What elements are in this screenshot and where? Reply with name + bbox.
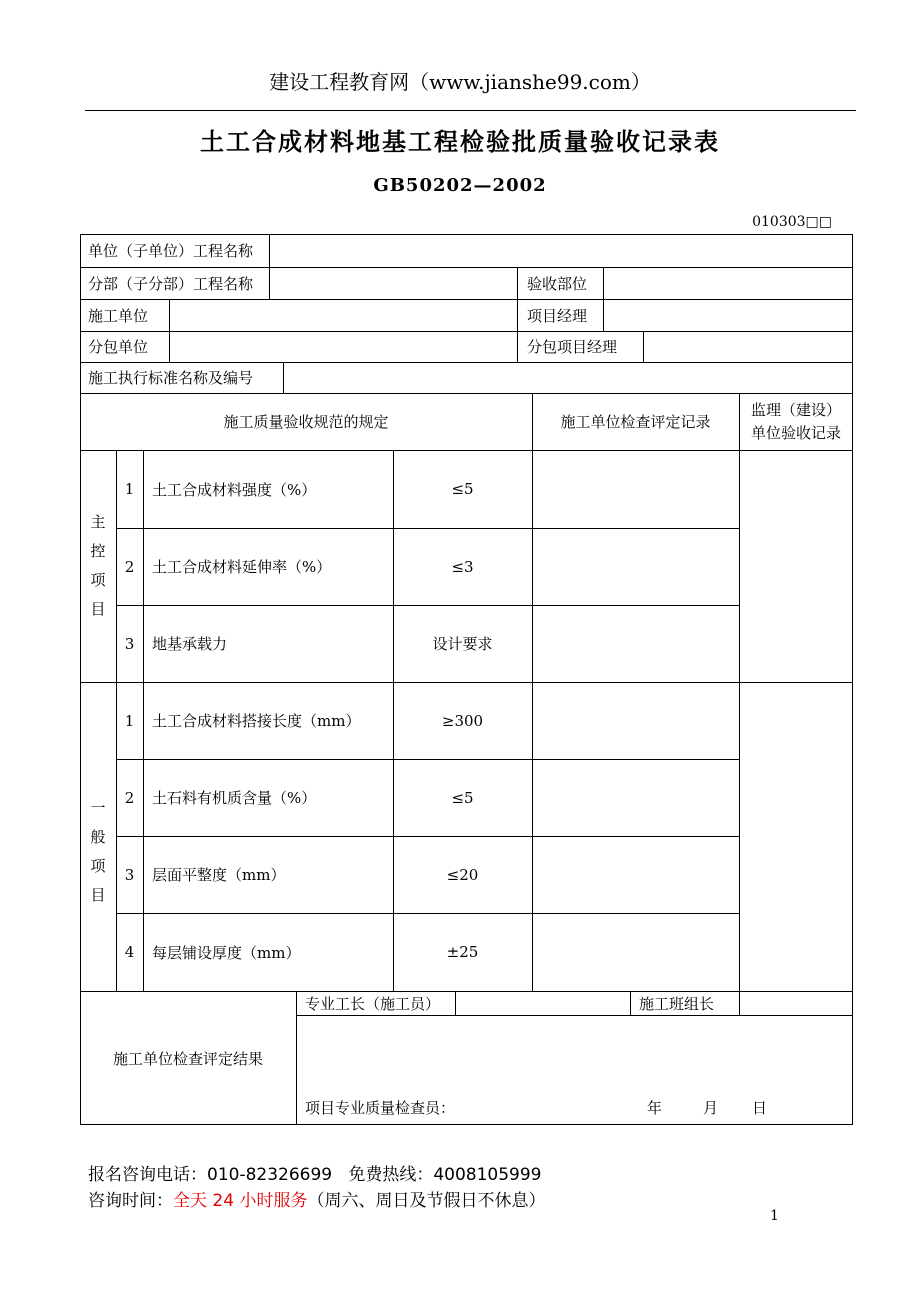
form-code: 010303□□ [752,214,832,230]
subcontract-manager-label: 分包项目经理 [527,338,618,356]
main-item-req: ≤5 [451,480,474,498]
general-item-name: 层面平整度（mm） [152,866,286,884]
main-item-no: 1 [124,480,135,498]
contact-line [88,1160,542,1185]
general-item-no: 1 [124,711,135,730]
main-item-no: 2 [124,557,135,576]
time-highlight: 全天 24 小时服务 [173,1191,308,1211]
main-item-name: 地基承载力 [152,635,228,653]
standard-name-field[interactable] [284,363,852,392]
site-header: 建设工程教育网（www.jianshe99.com） [269,70,651,94]
accept-part-field[interactable] [604,268,852,298]
supervision-header-line1: 监理（建设） [750,400,841,419]
general-item-req: ≤20 [446,865,479,884]
unit-project-label: 单位（子单位）工程名称 [88,242,254,260]
main-item-name: 土工合成材料延伸率（%） [152,558,332,576]
general-char: 目 [90,885,106,904]
subcontract-unit-field[interactable] [170,332,516,361]
general-item-name: 每层铺设厚度（mm） [152,943,301,962]
page-title: 土工合成材料地基工程检验批质量验收记录表 [200,127,720,156]
supervision-header [739,393,853,450]
general-char: 项 [90,856,106,875]
time-note: （周六、周日及节假日不休息） [307,1191,546,1211]
hotline-number[interactable]: 4008105999 [433,1165,542,1185]
general-item-req: ≤5 [451,788,474,807]
service-time-line [88,1186,545,1211]
general-char: 般 [90,827,106,846]
unit-project-field[interactable] [270,235,852,266]
subcontract-unit-label: 分包单位 [88,338,149,356]
sub-project-field[interactable] [270,268,516,298]
sub-project-label: 分部（子分部）工程名称 [88,274,254,293]
general-char: 一 [90,798,106,817]
standard-name-label: 施工执行标准名称及编号 [88,369,254,387]
main-control-char: 主 [90,513,106,531]
construction-unit-label: 施工单位 [88,306,149,325]
subcontract-manager-field[interactable] [644,332,852,361]
general-label [80,682,116,991]
hotline-label: 免费热线： [348,1165,434,1185]
general-item-no: 2 [124,788,135,807]
general-item-name: 土石料有机质含量（%） [152,789,317,807]
foreman-label: 专业工长（施工员） [305,994,441,1013]
result-label: 施工单位检查评定结果 [112,1049,263,1068]
main-control-char: 控 [90,542,106,560]
main-item-req: ≤3 [451,557,474,576]
header-divider [85,110,856,111]
page-number: 1 [770,1208,779,1224]
spec-header: 施工质量验收规范的规定 [223,413,389,431]
main-item-req: 设计要求 [432,635,493,653]
general-item-no: 4 [124,943,135,961]
main-control-label [80,450,116,682]
main-control-char: 目 [90,600,106,618]
inspector-label: 项目专业质量检查员： [305,1098,456,1117]
project-manager-label: 项目经理 [527,306,588,325]
main-item-no: 3 [124,634,135,653]
date-year: 年 [647,1098,663,1117]
general-item-no: 3 [124,865,135,884]
accept-part-label: 验收部位 [527,274,588,293]
main-item-name: 土工合成材料强度（%） [152,480,317,499]
construction-unit-field[interactable] [170,300,516,330]
check-record-header: 施工单位检查评定记录 [560,413,711,431]
general-item-req: ≥300 [441,711,484,730]
date-day: 日 [752,1098,768,1117]
phone-number[interactable]: 010-82326699 [207,1165,333,1185]
general-item-req: ±25 [446,943,479,961]
supervision-header-line2: 单位验收记录 [750,423,841,442]
general-item-name: 土工合成材料搭接长度（mm） [152,712,361,730]
main-control-char: 项 [90,571,106,589]
project-manager-field[interactable] [604,300,852,330]
team-leader-label: 施工班组长 [639,994,715,1013]
standard-number: GB50202—2002 [373,175,547,196]
phone-label: 报名咨询电话： [88,1165,207,1185]
date-month: 月 [703,1098,719,1117]
time-label: 咨询时间： [88,1191,173,1211]
